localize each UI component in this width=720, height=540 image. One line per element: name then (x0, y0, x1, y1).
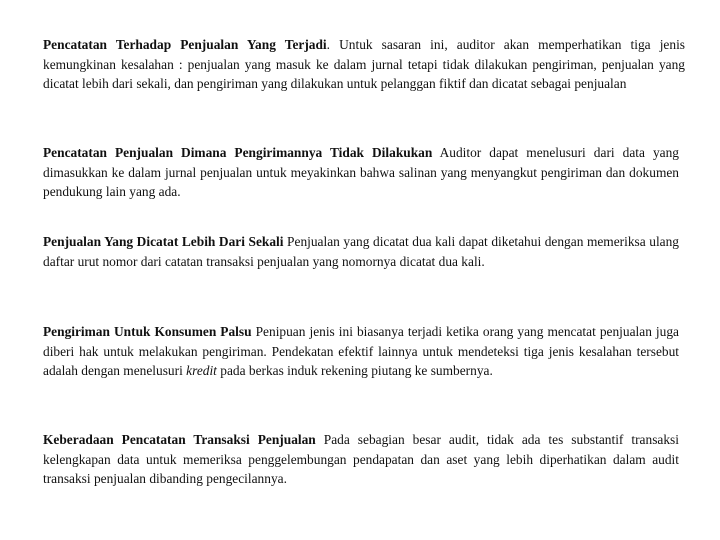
paragraph-sales-recorded-twice (43, 232, 679, 271)
paragraph-body: Penjualan yang dicatat dua kali dapat diketahui dengan memeriksa ulang daftar urut nomor dari catatan transaksi penjualan yang nomornya dicatat dua kali. (43, 234, 680, 269)
paragraph-heading: Keberadaan Pencatatan Transaksi Penjualan (43, 432, 316, 447)
paragraph-body: Untuk sasaran ini, auditor akan memperhatikan tiga jenis kemungkinan kesalahan : penjualan yang masuk ke dalam jurnal tetapi tidak dilakukan pengiriman, penjualan yang dicatat lebih dari sekali, dan pengiriman yang dilakukan untuk pelanggan fiktif dan dicatat sebagai penjualan (43, 37, 685, 91)
paragraph-heading: Pencatatan Terhadap Penjualan Yang Terjadi (43, 37, 327, 52)
paragraph-recorded-sales-occurred (43, 35, 685, 94)
paragraph-body: Auditor dapat menelusuri dari data yang dimasukkan ke dalam jurnal penjualan untuk meyakinkan bahwa salinan yang menyangkut pengiriman dan dokumen pendukung lain yang ada. (43, 145, 679, 199)
paragraph-sales-without-shipment (43, 143, 679, 202)
paragraph-body: Penipuan jenis ini biasanya terjadi ketika orang yang mencatat penjualan juga diberi hak untuk melakukan pengiriman. Pendekatan efektif lainnya untuk mendeteksi tiga jenis kesalahan tersebut adalah dengan menelusuri (43, 324, 679, 378)
paragraph-body: Pada sebagian besar audit, tidak ada tes substantif transaksi kelengkapan data untuk memeriksa penggelembungan pendapatan dan aset yang lebih diperhatikan dalam audit transaksi penjualan dibanding pengecilannya. (43, 432, 679, 486)
paragraph-heading: Penjualan Yang Dicatat Lebih Dari Sekali (43, 234, 284, 249)
paragraph-body-continued: pada berkas induk rekening piutang ke sumbernya. (216, 363, 493, 378)
paragraph-existence-of-sales-records (43, 430, 679, 489)
paragraph-fictitious-customer-shipment (43, 322, 679, 381)
paragraph-heading: Pencatatan Penjualan Dimana Pengirimannya Tidak Dilakukan (43, 145, 433, 160)
paragraph-heading: Pengiriman Untuk Konsumen Palsu (43, 324, 252, 339)
italic-term: kredit (186, 363, 217, 378)
heading-period: . (326, 37, 331, 52)
